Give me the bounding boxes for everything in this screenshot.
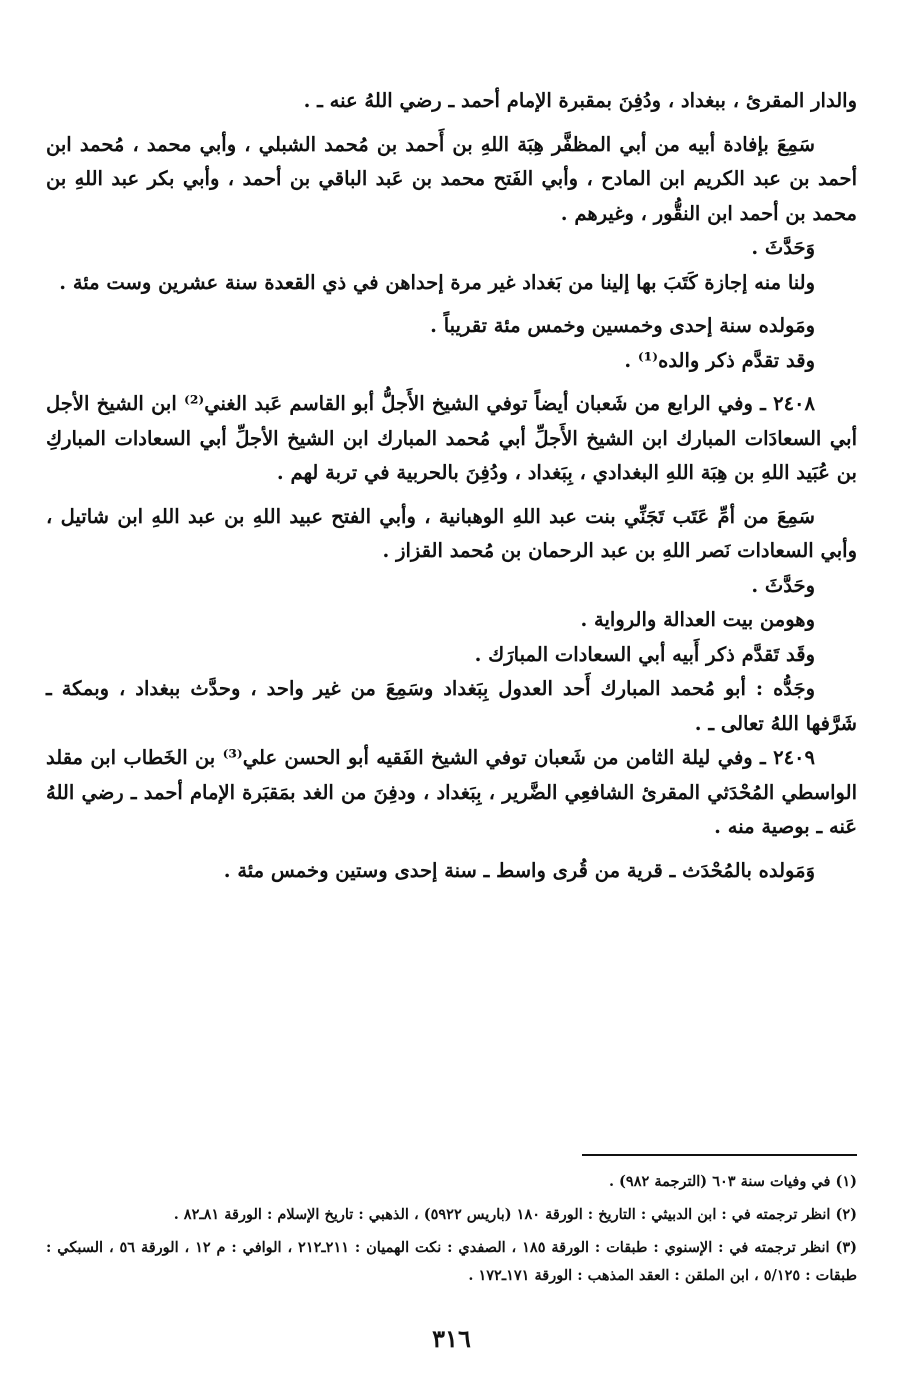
paragraph: وَمَولده بالمُحْدَث ـ قرية من قُرى واسط ـ سنة إحدى وستين وخمس مئة . xyxy=(223,858,815,882)
paragraph: سَمِعَ بإفادة أبيه من أبي المظفَّر هِبَة اللهِ بن أَحمد بن مُحمد الشبلي ، وأبي محمد ، مُحمد ابن أحمد بن عبد الكريم ابن المادح ، وأبي الفَتح محمد بن عَبد الباقي بن أحمد ، وأبي بكر عبد اللهِ بن محمد بن أحمد ابن النقُّور ، وغيرهم . xyxy=(46,132,857,225)
footnote-3: (٣) انظر ترجمته في : الإسنوي : طبقات : الورقة ١٨٥ ، الصفدي : نكت الهميان : ٢١١ـ٢١٢ ، الوافي : م ١٢ ، الورقة ٥٦ ، السبكي : طبقات : ٥/١٢٥ ، ابن الملقن : العقد المذهب : الورقة ١٧١ـ١٧٢ . xyxy=(46,1239,857,1284)
paragraph: وقد تقدَّم ذكر والده⁽¹⁾ . xyxy=(624,348,815,372)
main-text xyxy=(46,84,857,888)
paragraph: ولنا منه إجازة كَتَبَ بها إلينا من بَغداد غير مرة إحداهن في ذي القعدة سنة عشرين وست مئة . xyxy=(59,270,815,294)
paragraph: سَمِعَ من أمِّ عَتَب تَجَنِّي بنت عبد اللهِ الوهبانية ، وأبي الفتح عبيد اللهِ بن عبد اللهِ ابن شاتيل ، وأبي السعادات نَصر اللهِ بن عبد الرحمان بن مُحمد القزاز . xyxy=(46,504,857,562)
paragraph: وهومن بيت العدالة والرواية . xyxy=(580,608,815,631)
footnote-separator xyxy=(582,1154,857,1156)
paragraph: وجَدُّه : أبو مُحمد المبارك أَحد العدول بِبَغداد وسَمِعَ من غير واحد ، وحدَّث ببغداد ، وبمكة ـ شَرَّفها اللهُ تعالى ـ . xyxy=(46,677,857,735)
paragraph: ومَولده سنة إحدى وخمسين وخمس مئة تقريباً . xyxy=(430,314,815,337)
entry-2409: ٢٤٠٩ ـ وفي ليلة الثامن من شَعبان توفي الشيخ الفَقيه أبو الحسن علي⁽³⁾ بن الخَطاب ابن مقلد الواسطي المُحْدَثي المقرئ الشافعِي الضَّرير ، بِبَغداد ، ودفِنَ من الغد بمَقبَرة الإمام أحمد ـ رضي اللهُ عَنه ـ بوصية منه . xyxy=(46,746,857,838)
footnotes xyxy=(46,1168,857,1295)
footnote-1: (١) في وفيات سنة ٦٠٣ (الترجمة ٩٨٢) . xyxy=(608,1173,857,1190)
entry-2408: ٢٤٠٨ ـ وفي الرابع من شَعبان أيضاً توفي الشيخ الأَجلُّ أبو القاسم عَبد الغني⁽²⁾ ابن الشيخ الأجل أبي السعادَات المبارك ابن الشيخ الأَجلِّ أبي مُحمد المبارك ابن الشيخ الأجلِّ أبي السعادات المباركِ بن عُبَيد اللهِ بن هِبَة اللهِ البغدادي ، بِبَغداد ، ودُفِنَ بالحربية في تربة لهم . xyxy=(46,392,857,484)
paragraph: والدار المقرئ ، ببغداد ، ودُفِنَ بمقبرة الإمام أحمد ـ رضي اللهُ عنه ـ . xyxy=(303,89,857,112)
footnote-2: (٢) انظر ترجمته في : ابن الدبيثي : التاريخ : الورقة ١٨٠ (باريس ٥٩٢٢) ، الذهبي : تاريخ الإسلام : الورقة ٨١ـ٨٢ . xyxy=(173,1206,857,1223)
paragraph: وحَدَّثَ . xyxy=(751,573,815,597)
paragraph: وَحَدَّثَ . xyxy=(751,236,815,259)
paragraph: وقَد تَقدَّم ذكر أَبيه أبي السعادات المبارَك . xyxy=(474,642,815,666)
page-number: ٣١٦ xyxy=(432,1324,471,1353)
